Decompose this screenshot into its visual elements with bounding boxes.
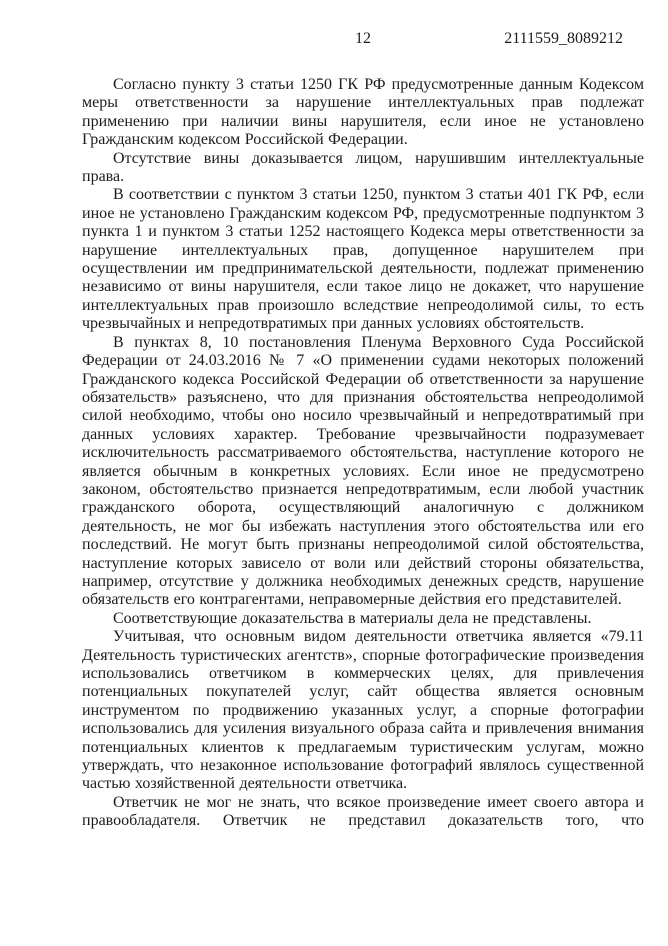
paragraph: Отсутствие вины доказывается лицом, нарушившим интеллектуальные права. — [82, 149, 644, 186]
document-id: 2111559_8089212 — [504, 30, 623, 47]
paragraph: Учитывая, что основным видом деятельности ответчика является «79.11 Деятельность туристических агентств», спорные фотографические произведения использовались ответчиком в коммерческих целях, для привлечения потенциальных покупателей услуг, сайт общества является основным инструментом по продвижению указанных услуг, а спорные фотографии использовались для усиления визуального образа сайта и привлечения внимания потенциальных клиентов к предлагаемым туристическим услугам, можно утверждать, что незаконное использование фотографий являлось существенной частью хозяйственной деятельности ответчика. — [82, 628, 644, 793]
page-number: 12 — [355, 30, 371, 47]
paragraph: Согласно пункту 3 статьи 1250 ГК РФ предусмотренные данным Кодексом меры ответственности за нарушение интеллектуальных прав подлежат применению при наличии вины нарушителя, если иное не установлено Гражданским кодексом Российской Федерации. — [82, 76, 644, 149]
paragraph: В соответствии с пунктом 3 статьи 1250, пунктом 3 статьи 401 ГК РФ, если иное не установлено Гражданским кодексом РФ, предусмотренные подпунктом 3 пункта 1 и пунктом 3 статьи 1252 настоящего Кодекса меры ответственности за нарушение интеллектуальных прав, допущенное нарушителем при осуществлении им предпринимательской деятельности, подлежат применению независимо от вины нарушителя, если такое лицо не докажет, что нарушение интеллектуальных прав произошло вследствие непреодолимой силы, то есть чрезвычайных и непредотвратимых при данных условиях обстоятельств. — [82, 186, 644, 333]
page-header — [82, 30, 644, 50]
paragraph: Ответчик не мог не знать, что всякое произведение имеет своего автора и правообладателя. Ответчик не представил доказательств того, что — [82, 793, 644, 830]
document-body — [82, 76, 644, 831]
paragraph: Соответствующие доказательства в материалы дела не представлены. — [113, 609, 592, 627]
paragraph: В пунктах 8, 10 постановления Пленума Верховного Суда Российской Федерации от 24.03.2016 № 7 «О применении судами некоторых положений Гражданского кодекса Российской Федерации об ответственности за нарушение обязательств» разъяснено, что для признания обстоятельства непреодолимой силой необходимо, чтобы оно носило чрезвычайный и непредотвратимый при данных условиях характер. Требование чрезвычайности подразумевает исключительность рассматриваемого обстоятельства, наступление которого не является обычным в конкретных условиях. Если иное не предусмотрено законом, обстоятельство признается непредотвратимым, если любой участник гражданского оборота, осуществляющий аналогичную с должником деятельность, не мог бы избежать наступления этого обстоятельства или его последствий. Не могут быть признаны непреодолимой силой обстоятельства, наступление которых зависело от воли или действий стороны обязательства, например, отсутствие у должника необходимых денежных средств, нарушение обязательств его контрагентами, неправомерные действия его представителей. — [82, 333, 644, 609]
